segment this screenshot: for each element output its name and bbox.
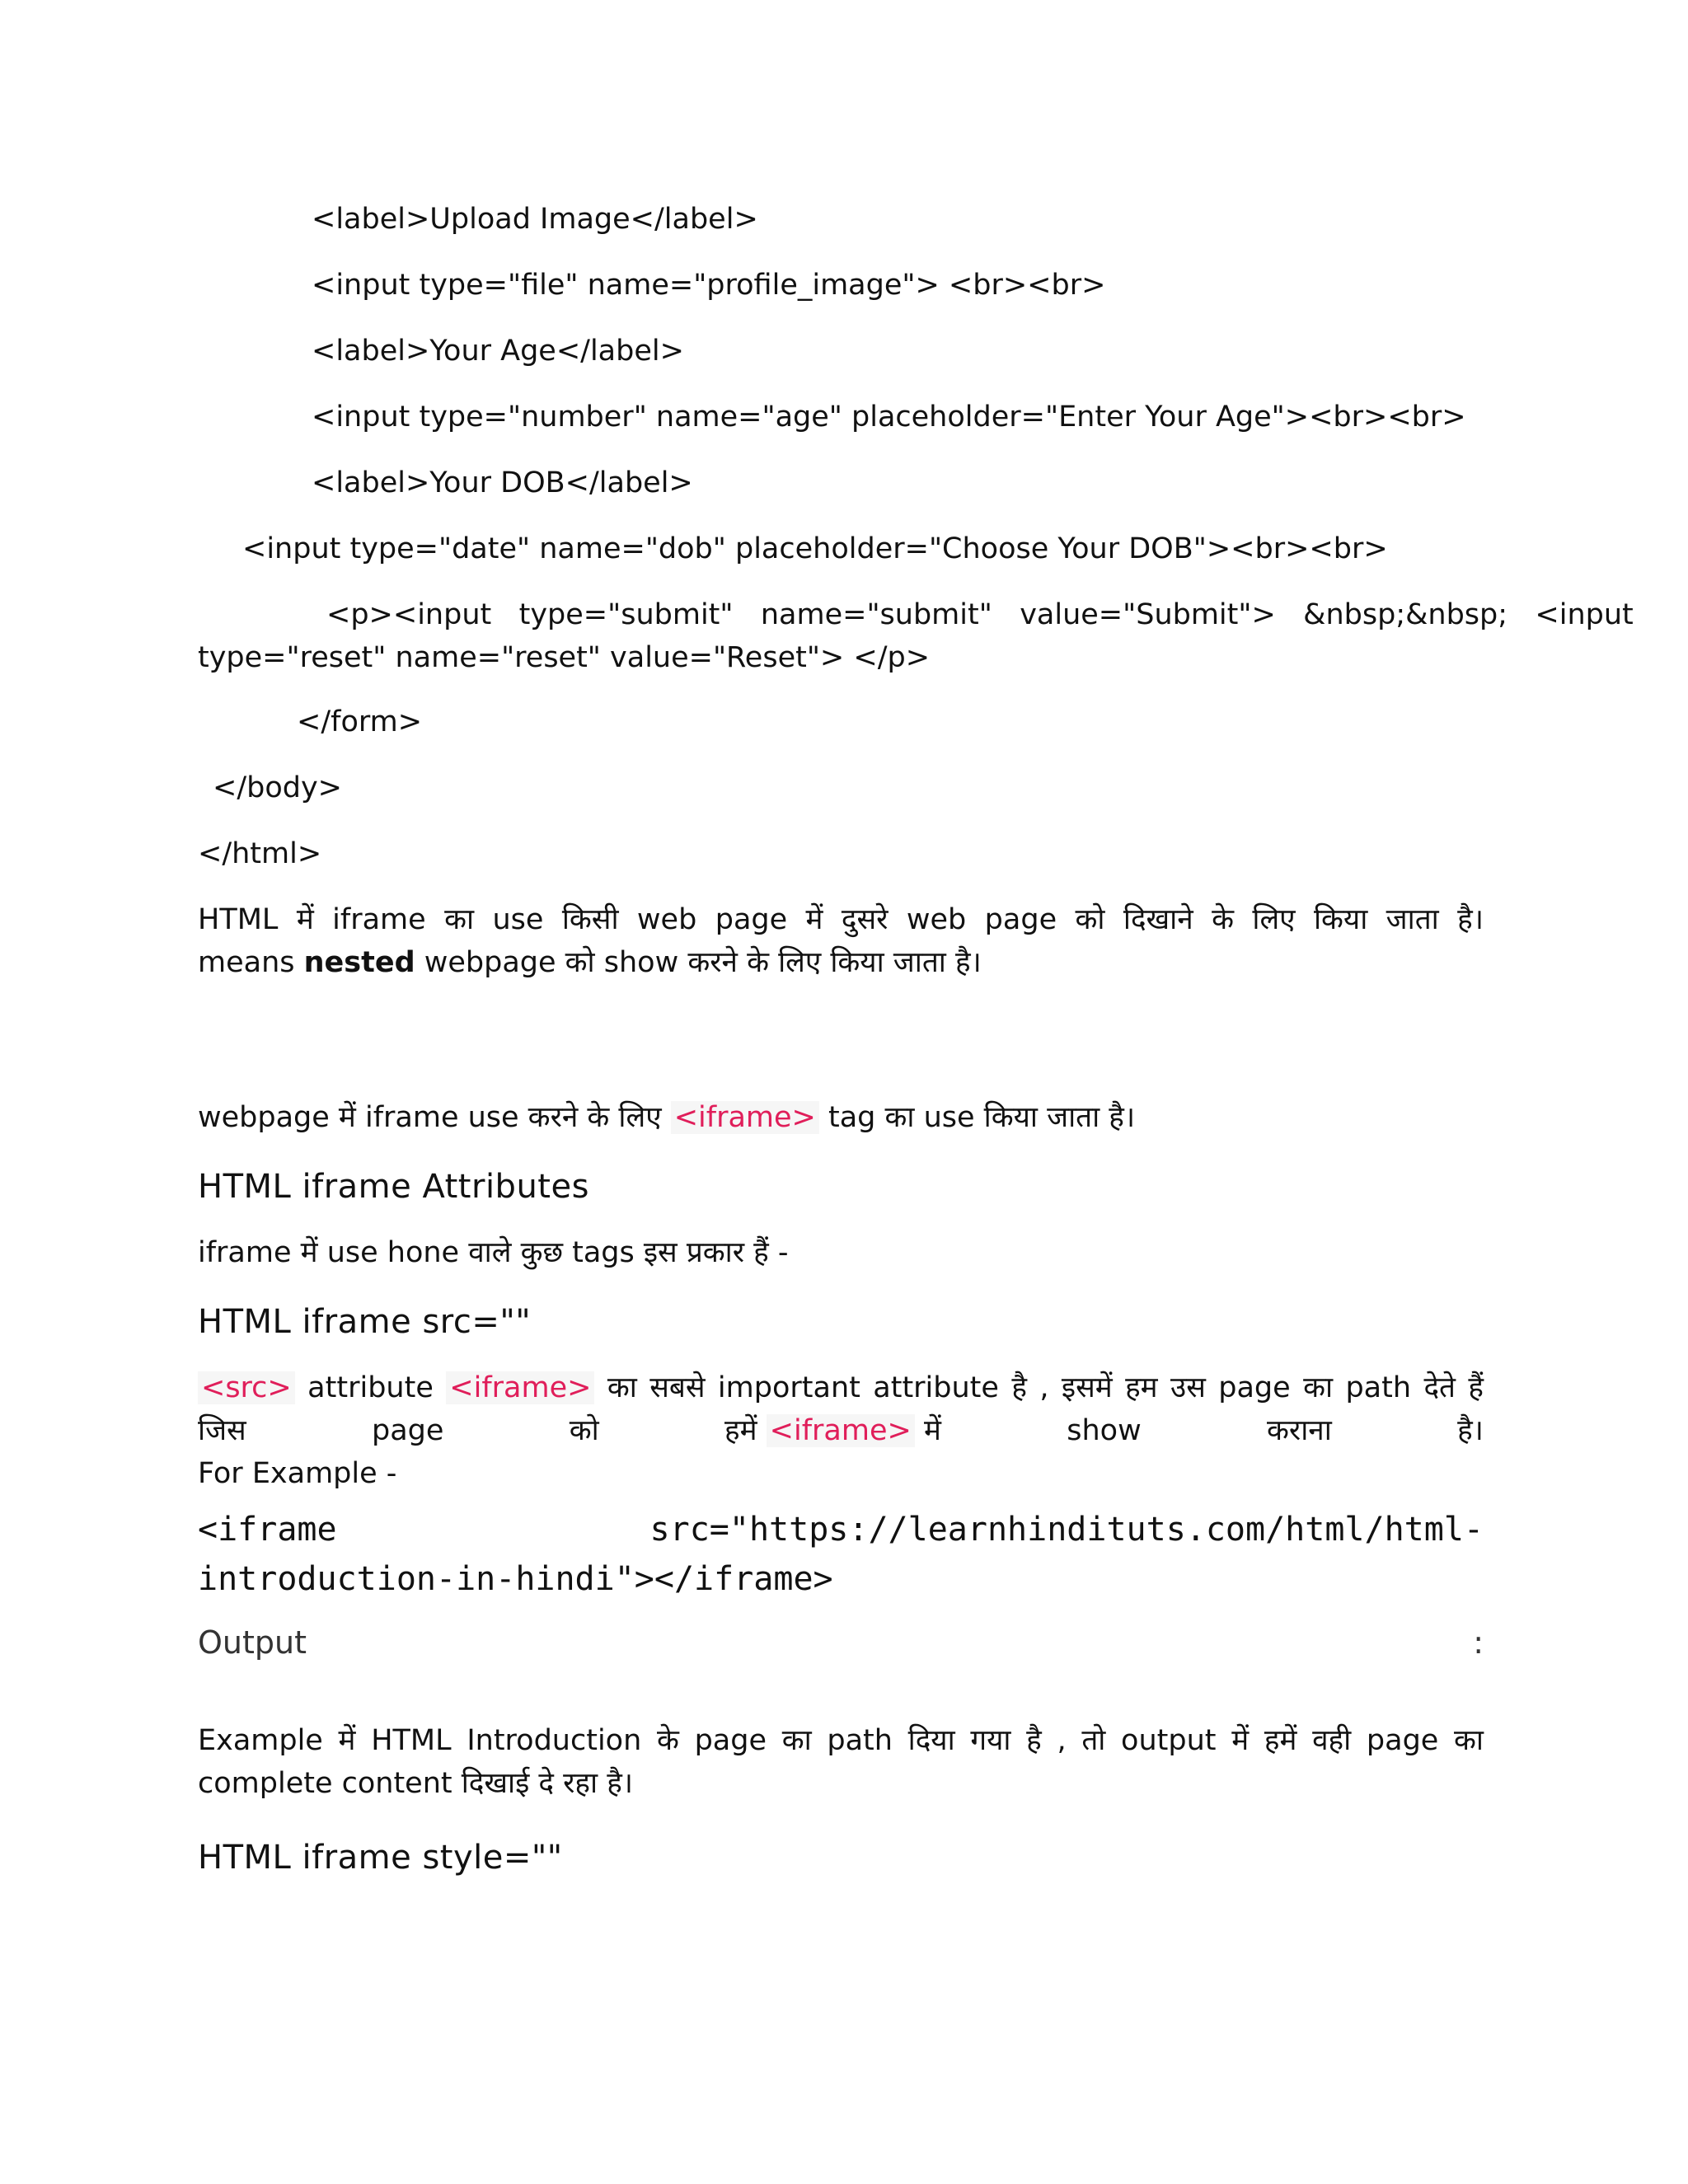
src-word: है। <box>1457 1414 1484 1447</box>
src-text-1: attribute <box>294 1371 447 1404</box>
code-line-dob-input: <input type="date" name="dob" placeholder="Choose Your DOB"><br><br> <box>242 532 1388 565</box>
src-word: को <box>569 1414 599 1447</box>
output-label: Output <box>198 1624 307 1661</box>
example-description: Example में HTML Introduction के page का path दिया गया है , तो output में हमें वही page का complete content दिखाई दे रहा है। <box>198 1724 1484 1800</box>
src-word: page <box>372 1414 444 1447</box>
document-content <box>198 198 1634 1881</box>
code-submit-block <box>198 593 1634 701</box>
src-line-3: For Example - <box>198 1457 397 1490</box>
output-colon: : <box>1473 1624 1484 1661</box>
src-paragraph <box>198 1366 1484 1505</box>
src-word: में <box>923 1414 941 1447</box>
heading-iframe-attributes: HTML iframe Attributes <box>198 1168 589 1206</box>
usage-prefix: webpage में iframe use करने के लिए <box>198 1101 671 1134</box>
intro-line-1: HTML में iframe का use किसी web page में दुसरे web page को दिखाने के लिए किया जाता है। <box>198 903 1484 936</box>
output-row <box>198 1620 1484 1719</box>
code-line-age-label: <label>Your Age</label> <box>312 335 684 368</box>
src-word-group <box>724 1409 941 1452</box>
intro-line-2-prefix: means <box>198 946 304 979</box>
code-submit-line: <p><input type="submit" name="submit" value="Submit"> &nbsp;&nbsp; <input <box>326 598 1634 631</box>
src-line-1 <box>198 1366 1484 1409</box>
src-word: हमें <box>724 1414 757 1447</box>
attributes-intro: iframe में use hone वाले कुछ tags इस प्रकार हैं - <box>198 1236 789 1269</box>
usage-suffix: tag का use किया जाता है। <box>818 1101 1136 1134</box>
src-line-2 <box>198 1409 1484 1452</box>
heading-iframe-style: HTML iframe style="" <box>198 1839 563 1877</box>
code-line-age-input: <input type="number" name="age" placeholder="Enter Your Age"><br><br> <box>312 401 1466 434</box>
intro-paragraph <box>198 898 1484 1096</box>
code-line-upload-label: <label>Upload Image</label> <box>312 203 758 236</box>
code-reset-line: type="reset" name="reset" value="Reset"> </p> <box>198 641 931 674</box>
iframe-tag-chip: <iframe> <box>671 1101 819 1134</box>
code-line-dob-label: <label>Your DOB</label> <box>312 466 693 499</box>
src-text-2: का सबसे important attribute है , इसमें हम उस page का path देते हैं <box>594 1371 1484 1404</box>
src-word: कराना <box>1267 1414 1332 1447</box>
intro-line-2-suffix: webpage को show करने के लिए किया जाता है। <box>415 946 982 979</box>
iframe-tag-chip-2: <iframe> <box>446 1371 594 1404</box>
src-word: जिस <box>198 1414 246 1447</box>
code-line-close-body: </body> <box>213 771 343 804</box>
code-line-close-form: </form> <box>297 705 423 738</box>
code-line-file-input: <input type="file" name="profile_image"> <br><br> <box>312 269 1106 302</box>
code-line-close-html: </html> <box>198 837 322 870</box>
src-tag-chip: <src> <box>198 1371 295 1404</box>
example-code: <iframe src="https://learnhindituts.com/html/html-introduction-in-hindi"></iframe> <box>198 1511 1484 1598</box>
heading-iframe-src: HTML iframe src="" <box>198 1303 532 1341</box>
src-word: show <box>1067 1414 1142 1447</box>
iframe-tag-chip-3: <iframe> <box>767 1414 915 1447</box>
intro-line-2 <box>198 941 1484 984</box>
usage-paragraph <box>198 1096 1484 1164</box>
intro-nested-bold: nested <box>303 946 415 979</box>
